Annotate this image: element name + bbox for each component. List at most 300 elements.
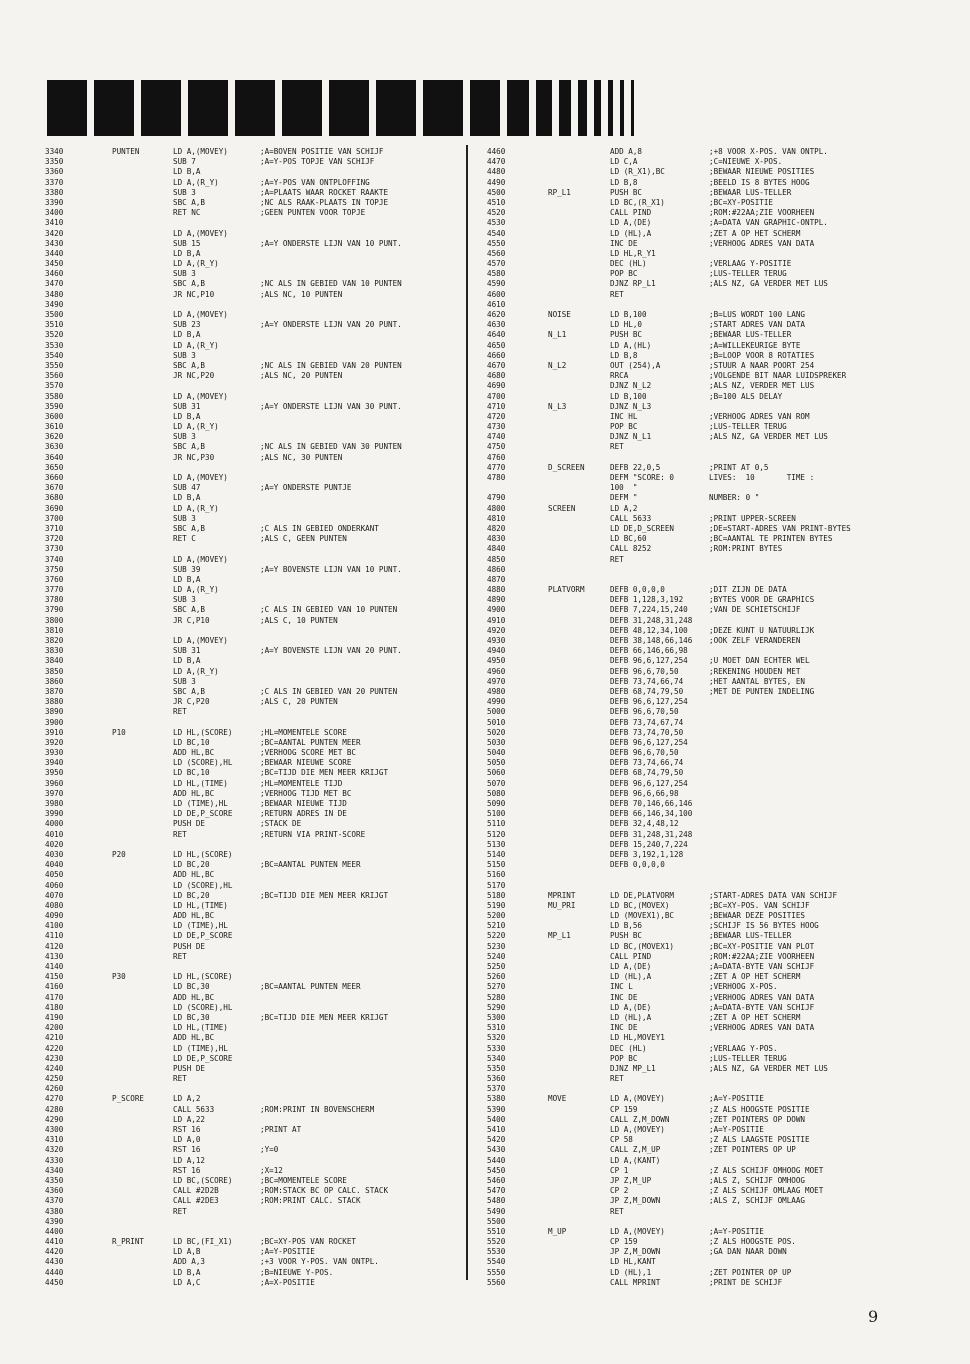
- instruction: LD (HL),A: [610, 228, 652, 238]
- instruction: LD BC,20: [173, 890, 210, 900]
- line-number: 5510: [487, 1226, 506, 1236]
- code-line: [45, 1023, 450, 1033]
- comment: ;ZET POINTERS OP UP: [709, 1145, 796, 1155]
- line-number: 3790: [45, 605, 64, 615]
- line-number: 3460: [45, 269, 64, 279]
- code-line: [487, 514, 907, 524]
- code-line: [487, 534, 907, 544]
- line-number: 4240: [45, 1063, 64, 1073]
- code-line: [45, 595, 450, 605]
- code-line: [487, 1105, 907, 1115]
- comment: ;A=Y ONDERSTE PUNTJE: [260, 483, 352, 493]
- code-line: [487, 1176, 907, 1186]
- code-line: [45, 789, 450, 799]
- instruction: LD A,(DE): [610, 1002, 652, 1012]
- instruction: POP BC: [610, 1053, 638, 1063]
- instruction: JP Z,M_DOWN: [610, 1247, 661, 1257]
- line-number: 5470: [487, 1186, 506, 1196]
- instruction: CALL MPRINT: [610, 1277, 661, 1287]
- line-number: 3500: [45, 310, 64, 319]
- line-number: 3910: [45, 727, 64, 737]
- line-number: 5290: [487, 1002, 506, 1012]
- instruction: LD A,(DE): [610, 962, 652, 971]
- code-line: [487, 789, 907, 799]
- line-number: 3560: [45, 371, 64, 381]
- code-line: [45, 259, 450, 269]
- line-number: 3870: [45, 686, 64, 696]
- instruction: SUB 3: [173, 676, 196, 686]
- line-number: 5200: [487, 911, 506, 921]
- instruction: RST 16: [173, 1125, 201, 1134]
- line-number: 3470: [45, 279, 64, 289]
- comment: ;B=NIEUWE Y-POS.: [260, 1267, 334, 1277]
- comment: ;ALS NZ, GA VERDER MET LUS: [709, 432, 828, 442]
- line-number: 3960: [45, 778, 64, 788]
- comment: ;ZET POINTER OP UP: [709, 1267, 792, 1277]
- code-line: [487, 667, 907, 677]
- instruction: CALL Z,M_DOWN: [610, 1114, 670, 1124]
- comment: ;VERHOOG ADRES VAN ROM: [709, 411, 810, 421]
- code-line: [45, 1044, 450, 1054]
- line-number: 5450: [487, 1165, 506, 1175]
- instruction: LD BC,(SCORE): [173, 1175, 233, 1185]
- line-number: 4580: [487, 269, 506, 279]
- code-line: [45, 616, 450, 626]
- line-number: 3990: [45, 809, 64, 819]
- instruction: LD B,56: [610, 921, 643, 931]
- comment: ;VERLAAG Y-POS.: [709, 1043, 778, 1053]
- instruction: INC DE: [610, 1023, 638, 1033]
- code-line: [487, 942, 907, 952]
- line-number: 3580: [45, 391, 64, 401]
- line-number: 5410: [487, 1125, 506, 1134]
- code-line: [487, 392, 907, 402]
- comment: ;SCHIJF IS 56 BYTES HOOG: [709, 921, 819, 931]
- code-line: [45, 1003, 450, 1013]
- code-line: [45, 881, 450, 891]
- code-line: [45, 758, 450, 768]
- line-number: 4780: [487, 473, 506, 482]
- code-line: [45, 860, 450, 870]
- code-line: [45, 1013, 450, 1023]
- code-line: [45, 249, 450, 259]
- comment: ;ZET A OP HET SCHERM: [709, 1012, 801, 1022]
- code-line: [487, 1115, 907, 1125]
- comment: ;BC=TIJD DIE MEN MEER KRIJGT: [260, 1012, 389, 1022]
- line-number: 5100: [487, 809, 506, 819]
- comment: ;A=Y-POSITIE: [709, 1125, 764, 1134]
- instruction: LD B,A: [173, 411, 201, 421]
- code-line: [487, 310, 907, 320]
- line-number: 3370: [45, 177, 64, 187]
- instruction: LD (SCORE),HL: [173, 1002, 233, 1012]
- instruction: CP 159: [610, 1237, 638, 1247]
- line-number: 5460: [487, 1175, 506, 1185]
- code-line: [45, 310, 450, 320]
- line-number: 5520: [487, 1237, 506, 1247]
- code-line: [45, 1278, 450, 1288]
- line-number: 4560: [487, 248, 506, 258]
- line-number: 5500: [487, 1216, 506, 1226]
- code-line: [45, 371, 450, 381]
- line-number: 4810: [487, 513, 506, 523]
- comment: ;LUS-TELLER TERUG: [709, 422, 787, 432]
- comment: ;PRINT UPPER-SCREEN: [709, 513, 796, 523]
- line-number: 4540: [487, 228, 506, 238]
- instruction: DJNZ N_L1: [610, 432, 652, 442]
- line-number: 5360: [487, 1074, 506, 1084]
- comment: ;BC=AANTAL TE PRINTEN BYTES: [709, 534, 833, 544]
- line-number: 4840: [487, 544, 506, 554]
- line-number: 4530: [487, 218, 506, 228]
- comment: ;BEWAAR NIEUWE SCORE: [260, 758, 352, 768]
- line-number: 5010: [487, 717, 506, 727]
- instruction: DEFB 70,146,66,146: [610, 799, 693, 808]
- code-line: [487, 259, 907, 269]
- comment: ;NC ALS RAAK-PLAATS IN TOPJE: [260, 197, 389, 207]
- comment: ;BC=XY-POSITIE VAN PLOT: [709, 941, 815, 951]
- code-line: [45, 341, 450, 351]
- instruction: LD A,(MOVEY): [173, 391, 228, 401]
- code-line: [487, 1084, 907, 1094]
- code-line: [487, 982, 907, 992]
- code-line: [45, 646, 450, 656]
- instruction: SUB 3: [173, 350, 196, 360]
- instruction: LD A,(R_Y): [173, 585, 219, 595]
- instruction: LD B,8: [610, 350, 638, 360]
- line-number: 5130: [487, 839, 506, 849]
- instruction: DEFM ": [610, 493, 638, 503]
- instruction: DJNZ N_L3: [610, 401, 652, 411]
- code-line: [487, 1268, 907, 1278]
- instruction: SUB 47: [173, 483, 201, 493]
- instruction: LD DE,P_SCORE: [173, 931, 233, 941]
- comment: ;RETURN ADRES IN DE: [260, 809, 347, 819]
- instruction: DEFB 68,74,79,50: [610, 768, 684, 778]
- instruction: PUSH DE: [173, 1063, 206, 1073]
- line-number: 5050: [487, 758, 506, 768]
- code-line: [487, 198, 907, 208]
- instruction: LD DE,P_SCORE: [173, 809, 233, 819]
- line-number: 4380: [45, 1206, 64, 1216]
- line-number: 4890: [487, 595, 506, 605]
- code-line: [487, 229, 907, 239]
- comment: ;C=NIEUWE X-POS.: [709, 157, 783, 167]
- instruction: POP BC: [610, 422, 638, 432]
- code-line: [487, 178, 907, 188]
- line-number: 5430: [487, 1145, 506, 1155]
- code-line: [487, 1207, 907, 1217]
- line-number: 5000: [487, 707, 506, 717]
- instruction: LD BC,30: [173, 982, 210, 992]
- line-number: 3380: [45, 187, 64, 197]
- line-number: 4970: [487, 676, 506, 686]
- instruction: INC DE: [610, 238, 638, 248]
- comment: ;NC ALS IN GEBIED VAN 20 PUNTEN: [260, 360, 402, 370]
- code-line: [487, 483, 907, 493]
- line-number: 4060: [45, 880, 64, 890]
- line-number: 5110: [487, 819, 506, 829]
- code-line: [45, 799, 450, 809]
- code-line: [45, 575, 450, 585]
- line-number: 3830: [45, 646, 64, 656]
- instruction: DEFB 96,6,127,254: [610, 737, 688, 747]
- instruction: LD (HL),A: [610, 1012, 652, 1022]
- line-number: 5440: [487, 1155, 506, 1165]
- code-line: [487, 147, 907, 157]
- instruction: DEFB 22,0,5: [610, 462, 661, 472]
- comment: ;HL=MOMENTELE TIJD: [260, 778, 343, 788]
- code-line: [487, 432, 907, 442]
- comment: ;B=100 ALS DELAY: [709, 391, 783, 401]
- line-number: 5260: [487, 972, 506, 982]
- line-number: 4280: [45, 1104, 64, 1114]
- code-line: [45, 218, 450, 228]
- instruction: LD A,(R_Y): [173, 666, 219, 676]
- code-line: [487, 677, 907, 687]
- instruction: LD B,A: [173, 330, 201, 340]
- comment: ;BC=XY-POS. VAN SCHIJF: [709, 900, 810, 910]
- code-line: [45, 483, 450, 493]
- code-line: [487, 881, 907, 891]
- code-line: [487, 1227, 907, 1237]
- instruction: JR C,P20: [173, 697, 210, 707]
- code-line: [45, 269, 450, 279]
- line-number: 4710: [487, 401, 506, 411]
- code-line: [487, 381, 907, 391]
- comment: ;Z ALS SCHIJF OMHOOG MOET: [709, 1165, 824, 1175]
- line-number: 4430: [45, 1257, 64, 1267]
- instruction: DEFB 68,74,79,50: [610, 686, 684, 696]
- code-line: [45, 544, 450, 554]
- code-line: [487, 1074, 907, 1084]
- instruction: RST 16: [173, 1165, 201, 1175]
- instruction: RET: [173, 707, 187, 717]
- line-number: 3620: [45, 432, 64, 442]
- line-number: 3650: [45, 462, 64, 472]
- comment: ;X=12: [260, 1165, 283, 1175]
- instruction: SUB 3: [173, 269, 196, 279]
- comment: ;ALS NZ, GA VERDER MET LUS: [709, 1063, 828, 1073]
- line-number: 4590: [487, 279, 506, 289]
- line-number: 4850: [487, 554, 506, 564]
- comment: ;A=Y-POSITIE: [260, 1247, 315, 1257]
- code-line: [45, 178, 450, 188]
- code-line: [45, 901, 450, 911]
- code-line: [487, 361, 907, 371]
- instruction: ADD HL,BC: [173, 748, 215, 758]
- comment: ;B=LOOP VOOR 8 ROTATIES: [709, 350, 815, 360]
- instruction: LD HL,(SCORE): [173, 849, 233, 859]
- line-number: 4400: [45, 1226, 64, 1236]
- comment: ;ZET POINTERS OP DOWN: [709, 1114, 806, 1124]
- code-line: [487, 1003, 907, 1013]
- line-number: 4700: [487, 391, 506, 401]
- instruction: LD A,(HL): [610, 340, 652, 350]
- comment: ;VOLGENDE BIT NAAR LUIDSPREKER: [709, 371, 847, 381]
- instruction: LD (TIME),HL: [173, 1043, 228, 1053]
- code-line: [45, 504, 450, 514]
- comment: ;VERHOOG SCORE MET BC: [260, 748, 357, 758]
- code-line: [487, 646, 907, 656]
- line-number: 4390: [45, 1216, 64, 1226]
- comment: ;ROM:STACK BC OP CALC. STACK: [260, 1186, 389, 1196]
- instruction: LD BC,60: [610, 534, 647, 544]
- instruction: LD BC,20: [173, 860, 210, 870]
- instruction: PUSH BC: [610, 330, 643, 340]
- code-line: [45, 1247, 450, 1257]
- comment: ;A=BOVEN POSITIE VAN SCHIJF: [260, 147, 384, 156]
- instruction: LD BC,(MOVEX1): [610, 941, 675, 951]
- line-number: 3440: [45, 248, 64, 258]
- comment: ;LUS-TELLER TERUG: [709, 269, 787, 279]
- line-number: 5210: [487, 921, 506, 931]
- line-number: 3420: [45, 228, 64, 238]
- code-line: [45, 290, 450, 300]
- line-number: 3920: [45, 737, 64, 747]
- instruction: LD A,12: [173, 1155, 206, 1165]
- comment: ;Y=0: [260, 1145, 279, 1155]
- code-line: [487, 1278, 907, 1288]
- line-number: 5530: [487, 1247, 506, 1257]
- line-number: 5070: [487, 778, 506, 788]
- instruction: LD (TIME),HL: [173, 921, 228, 931]
- comment: ;ALS NC, 20 PUNTEN: [260, 371, 343, 381]
- comment: ;A=Y ONDERSTE LIJN VAN 20 PUNT.: [260, 320, 402, 330]
- instruction: SBC A,B: [173, 360, 206, 370]
- code-line: [45, 1115, 450, 1125]
- code-line: [487, 748, 907, 758]
- code-line: [45, 931, 450, 941]
- line-number: 3540: [45, 350, 64, 360]
- instruction: LD (SCORE),HL: [173, 758, 233, 768]
- instruction: CALL 8252: [610, 544, 652, 554]
- code-line: [487, 473, 907, 483]
- instruction: LD B,100: [610, 391, 647, 401]
- instruction: LD HL,MOVEY1: [610, 1033, 665, 1043]
- line-number: 4370: [45, 1196, 64, 1206]
- instruction: SBC A,B: [173, 686, 206, 696]
- code-line: [487, 595, 907, 605]
- comment: ;ROM:#22AA;ZIE VOORHEEN: [709, 951, 815, 961]
- line-number: 4110: [45, 931, 64, 941]
- code-line: [45, 891, 450, 901]
- code-line: [45, 514, 450, 524]
- instruction: DEFB 96,6,70,50: [610, 666, 679, 676]
- line-number: 3670: [45, 483, 64, 493]
- line-number: 4150: [45, 972, 64, 982]
- code-line: [45, 718, 450, 728]
- line-number: 3600: [45, 411, 64, 421]
- code-line: [45, 687, 450, 697]
- comment: ;VAN DE SCHIETSCHIJF: [709, 605, 801, 615]
- comment: ;BEWAAR NIEUWE TIJD: [260, 799, 347, 808]
- banner-gradient: [47, 80, 667, 136]
- label: PLATVORM: [548, 585, 585, 595]
- instruction: LD B,A: [173, 248, 201, 258]
- instruction: LD (MOVEX1),BC: [610, 911, 675, 921]
- code-line: [45, 229, 450, 239]
- instruction: LD HL,(TIME): [173, 778, 228, 788]
- code-line: [487, 840, 907, 850]
- code-line: [45, 493, 450, 503]
- instruction: ADD HL,BC: [173, 992, 215, 1002]
- code-line: [487, 493, 907, 503]
- instruction: DJNZ N_L2: [610, 381, 652, 391]
- line-number: 4270: [45, 1094, 64, 1104]
- line-number: 4990: [487, 697, 506, 707]
- line-number: 4650: [487, 340, 506, 350]
- code-line: [487, 718, 907, 728]
- comment: ;A=DATA-BYTE VAN SCHIJF: [709, 962, 815, 971]
- code-line: [45, 188, 450, 198]
- line-number: 4940: [487, 646, 506, 656]
- line-number: 3730: [45, 544, 64, 554]
- line-number: 3480: [45, 289, 64, 299]
- code-line: [487, 901, 907, 911]
- instruction: LD (R_X1),BC: [610, 167, 665, 177]
- instruction: DEFB 0,0,0,0: [610, 585, 665, 595]
- instruction: SUB 3: [173, 187, 196, 197]
- comment: ;A=DATA VAN GRAPHIC-ONTPL.: [709, 218, 828, 228]
- line-number: 4910: [487, 615, 506, 625]
- comment: ;STACK DE: [260, 819, 302, 829]
- comment: ;NC ALS IN GEBIED VAN 10 PUNTEN: [260, 279, 402, 289]
- code-line: [487, 341, 907, 351]
- instruction: SBC A,B: [173, 442, 206, 452]
- line-number: 4320: [45, 1145, 64, 1155]
- code-line: [45, 982, 450, 992]
- code-line: [45, 748, 450, 758]
- label: N_L1: [548, 330, 567, 340]
- code-line: [487, 1247, 907, 1257]
- instruction: JR C,P10: [173, 615, 210, 625]
- instruction: LD C,A: [610, 157, 638, 167]
- instruction: CALL Z,M_UP: [610, 1145, 661, 1155]
- instruction: LD A,(MOVEY): [173, 554, 228, 564]
- code-line: [45, 1054, 450, 1064]
- instruction: POP BC: [610, 269, 638, 279]
- code-line: [487, 819, 907, 829]
- code-line: [45, 381, 450, 391]
- comment: ;VERHOOG ADRES VAN DATA: [709, 238, 815, 248]
- comment: ;START ADRES VAN DATA: [709, 320, 806, 330]
- line-number: 3630: [45, 442, 64, 452]
- comment: ;RETURN VIA PRINT-SCORE: [260, 829, 366, 839]
- code-line: [45, 1176, 450, 1186]
- code-line: [45, 351, 450, 361]
- comment: ;ZET A OP HET SCHERM: [709, 228, 801, 238]
- line-number: 4100: [45, 921, 64, 931]
- line-number: 5080: [487, 788, 506, 798]
- line-number: 3840: [45, 656, 64, 666]
- code-line: [45, 850, 450, 860]
- line-number: 3350: [45, 157, 64, 167]
- line-number: 4220: [45, 1043, 64, 1053]
- instruction: CP 1: [610, 1165, 629, 1175]
- instruction: SUB 15: [173, 238, 201, 248]
- line-number: 4310: [45, 1135, 64, 1145]
- line-number: 4200: [45, 1023, 64, 1033]
- label: MOVE: [548, 1094, 567, 1104]
- code-line: [487, 1013, 907, 1023]
- comment: ;ROM:PRINT CALC. STACK: [260, 1196, 361, 1206]
- line-number: 4410: [45, 1237, 64, 1247]
- label: MP_L1: [548, 931, 571, 941]
- comment: ;U MOET DAN ECHTER WEL: [709, 656, 810, 666]
- code-line: [487, 870, 907, 880]
- comment: ;BEWAAR DEZE POSITIES: [709, 911, 806, 921]
